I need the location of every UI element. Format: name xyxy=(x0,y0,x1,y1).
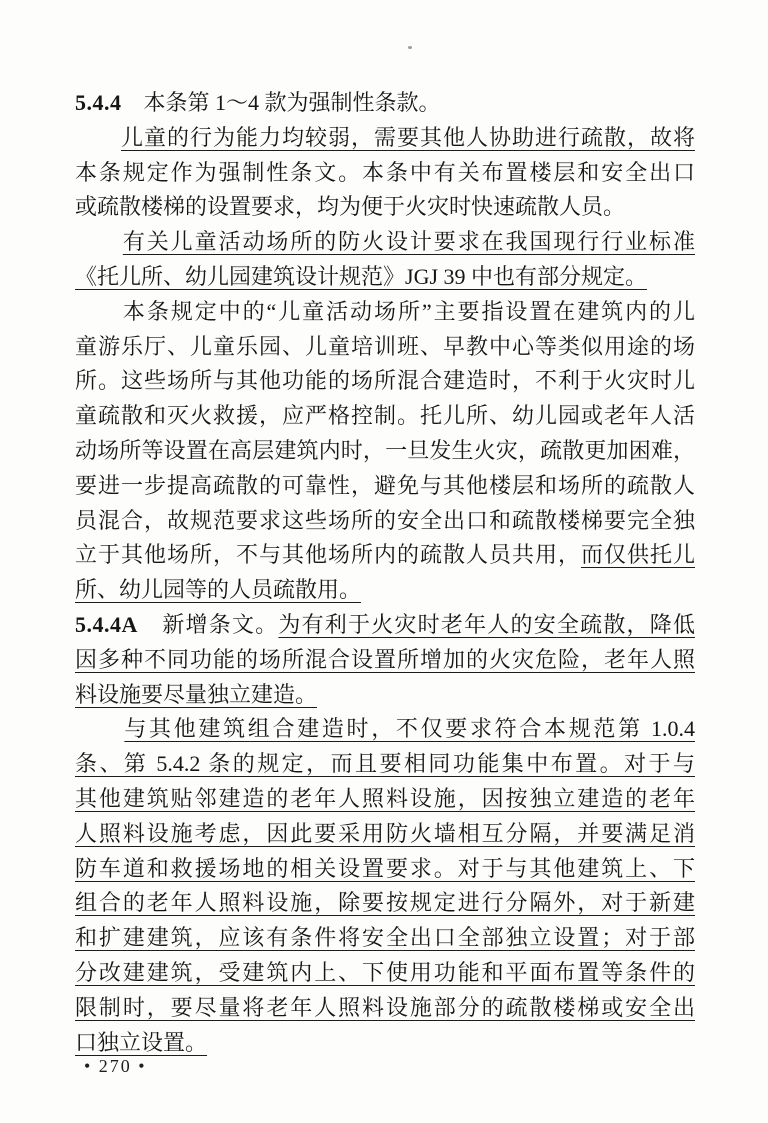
text-run: 分改建建筑，受建筑内上、下使用功能和平面布置等条件的 xyxy=(75,959,695,985)
text-line xyxy=(75,538,695,573)
text-run: 组合的老年人照料设施，除要按规定进行分隔外，对于新建 xyxy=(75,890,695,916)
text-run xyxy=(75,125,121,150)
page-footer xyxy=(84,1056,147,1077)
text-line xyxy=(75,260,695,295)
text-line xyxy=(75,364,695,399)
text-line xyxy=(75,782,695,817)
page-number: • 270 • xyxy=(84,1056,147,1076)
text-line xyxy=(75,643,695,678)
text-run: 为有利于火灾时老年人的安全疏散，降低 xyxy=(278,611,695,637)
text-line xyxy=(75,817,695,852)
clause-number: 5.4.4A xyxy=(75,611,138,637)
text-run: 限制时，要尽量将老年人照料设施部分的疏散楼梯或安全出 xyxy=(75,994,695,1020)
text-run: 童游乐厅、儿童乐园、儿童培训班、早教中心等类似用途的场 xyxy=(75,333,695,359)
text-run: 立于其他场所，不与其他场所内的疏散人员共用， xyxy=(75,542,581,568)
text-run: 新增条文。 xyxy=(137,611,279,637)
clause-number: 5.4.4 xyxy=(75,90,122,115)
text-run: 员混合，故规范要求这些场所的安全出口和疏散楼梯要完全独 xyxy=(75,507,695,533)
text-line xyxy=(75,330,695,365)
text-run: 料设施要尽量独立建造。 xyxy=(75,681,318,707)
text-line xyxy=(75,190,695,225)
text-run: 与其他建筑组合建造时，不仅要求符合本规范第 1.0.4 xyxy=(124,716,695,742)
text-run xyxy=(75,229,123,254)
text-run: 本条规定中的“儿童活动场所”主要指设置在建筑内的儿 xyxy=(75,298,695,324)
text-run: 本条第 1～4 款为强制性条款。 xyxy=(121,90,441,115)
text-line xyxy=(75,956,695,991)
text-run: 有关儿童活动场所的防火设计要求在我国现行行业标准 xyxy=(122,229,695,255)
text-run: 而仅供托儿 xyxy=(580,542,695,568)
text-run: 《托儿所、幼儿园建筑设计规范》JGJ 39 中也有部分规定。 xyxy=(75,263,648,289)
text-line xyxy=(75,573,695,608)
text-run: 条、第 5.4.2 条的规定，而且要相同功能集中布置。对于与 xyxy=(75,751,695,777)
text-run: 或疏散楼梯的设置要求，均为便于火灾时快速疏散人员。 xyxy=(75,194,626,220)
text-run: 和扩建建筑，应该有条件将安全出口全部独立设置；对于部 xyxy=(75,925,695,951)
text-line xyxy=(75,991,695,1026)
text-line xyxy=(75,886,695,921)
text-block xyxy=(75,86,695,1060)
text-run: 所。这些场所与其他功能的场所混合建造时，不利于火灾时儿 xyxy=(75,368,695,394)
text-run: 儿童的行为能力均较弱，需要其他人协助进行疏散，故将 xyxy=(121,124,695,150)
text-line xyxy=(75,86,695,121)
text-line xyxy=(75,747,695,782)
text-run: 人照料设施考虑，因此要采用防火墙相互分隔，并要满足消 xyxy=(75,820,695,846)
text-run: 其他建筑贴邻建造的老年人照料设施，因按独立建造的老年 xyxy=(75,785,695,811)
text-run: 要进一步提高疏散的可靠性，避免与其他楼层和场所的疏散人 xyxy=(75,472,695,498)
text-run: 因多种不同功能的场所混合设置所增加的火灾危险，老年人照 xyxy=(75,646,695,672)
text-run: 防车道和救援场地的相关设置要求。对于与其他建筑上、下 xyxy=(75,855,695,881)
scan-artifact xyxy=(408,46,412,49)
text-line xyxy=(75,852,695,887)
text-line xyxy=(75,225,695,260)
text-run: 所、幼儿园等的人员疏散用。 xyxy=(75,577,362,603)
text-line xyxy=(75,399,695,434)
text-line xyxy=(75,608,695,643)
text-line xyxy=(75,1026,695,1061)
text-line xyxy=(75,469,695,504)
text-line xyxy=(75,678,695,713)
text-run: 本条规定作为强制性条文。本条中有关布置楼层和安全出口 xyxy=(75,159,695,185)
text-run xyxy=(75,716,124,741)
text-line xyxy=(75,712,695,747)
text-line xyxy=(75,921,695,956)
text-line xyxy=(75,156,695,191)
text-run: 童疏散和灭火救援，应严格控制。托儿所、幼儿园或老年人活 xyxy=(75,403,695,429)
text-run: 口独立设置。 xyxy=(75,1029,208,1055)
text-line xyxy=(75,434,695,469)
text-line xyxy=(75,295,695,330)
text-line xyxy=(75,121,695,156)
text-run: 动场所等设置在高层建筑内时，一旦发生火灾，疏散更加困难， xyxy=(75,437,695,463)
text-line xyxy=(75,504,695,539)
